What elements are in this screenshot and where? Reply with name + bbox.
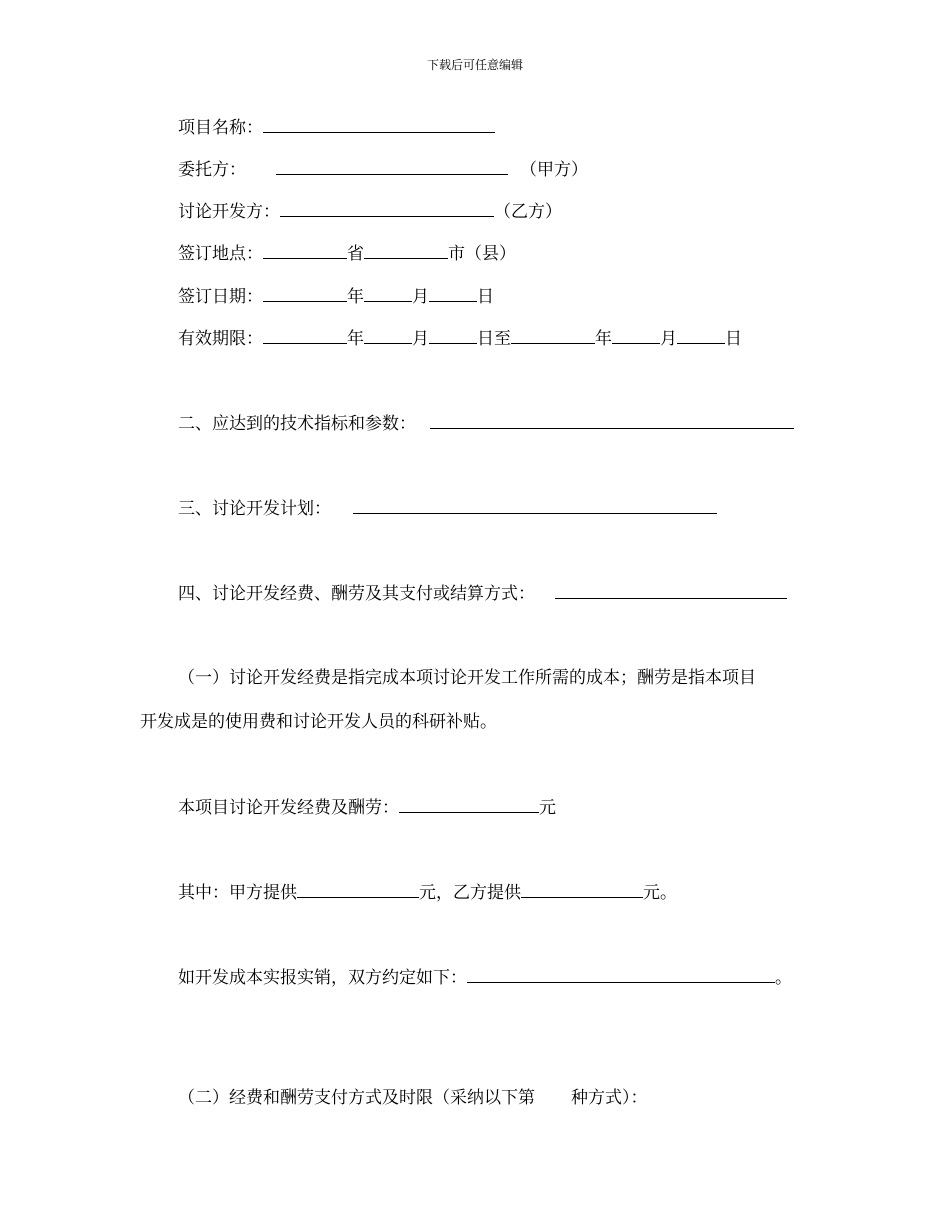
day-label: 日: [477, 287, 494, 307]
cost-label: 本项目讨论开发经费及酬劳：: [178, 798, 399, 818]
validity-row: [178, 327, 742, 350]
party-b-amount-blank[interactable]: [521, 881, 643, 898]
developer-blank[interactable]: [280, 200, 494, 217]
paragraph-2-end: 种方式）：: [571, 1088, 648, 1108]
sign-year-blank[interactable]: [263, 285, 347, 302]
validity-label: 有效期限：: [178, 329, 263, 349]
section-3: [178, 497, 717, 520]
project-name-row: [178, 116, 495, 139]
city-blank[interactable]: [364, 242, 448, 259]
actual-cost-row: [178, 966, 792, 989]
sign-month-blank[interactable]: [364, 285, 412, 302]
from-day-blank[interactable]: [429, 327, 477, 344]
yuan-label: 元: [539, 798, 556, 818]
cost-row: [178, 796, 556, 819]
month-label: 月: [412, 287, 429, 307]
sign-place-label: 签订地点：: [178, 244, 263, 264]
section-3-blank[interactable]: [353, 497, 717, 514]
among-row: [178, 881, 677, 904]
period-mark: 。: [775, 968, 792, 988]
paragraph-2-text: （二）经费和酬劳支付方式及时限（采纳以下第: [178, 1088, 535, 1108]
month-label: 月: [660, 329, 677, 349]
year-label: 年: [595, 329, 612, 349]
day-to-label: 日至: [477, 329, 511, 349]
year-label: 年: [347, 329, 364, 349]
among-label: 其中：甲方提供: [178, 883, 297, 903]
to-month-blank[interactable]: [612, 327, 660, 344]
yuan-comma-label: 元，乙方提供: [419, 883, 521, 903]
year-label: 年: [347, 287, 364, 307]
section-4-title: 四、讨论开发经费、酬劳及其支付或结算方式：: [178, 584, 535, 604]
sign-day-blank[interactable]: [429, 285, 477, 302]
yuan-end-label: 元。: [643, 883, 677, 903]
section-2: [178, 412, 794, 435]
actual-cost-blank[interactable]: [467, 966, 775, 983]
client-label: 委托方：: [178, 160, 246, 180]
project-name-label: 项目名称：: [178, 118, 263, 138]
section-4-blank[interactable]: [555, 582, 787, 599]
paragraph-1-line-2: 开发成是的使用费和讨论开发人员的科研补贴。: [140, 712, 497, 732]
project-name-blank[interactable]: [263, 116, 495, 133]
paragraph-2: [178, 1087, 648, 1109]
paragraph-1-line-1: （一）讨论开发经费是指完成本项讨论开发工作所需的成本；酬劳是指本项目: [178, 668, 756, 688]
developer-label: 讨论开发方：: [178, 202, 280, 222]
actual-cost-label: 如开发成本实报实销，双方约定如下：: [178, 968, 467, 988]
party-a-amount-blank[interactable]: [297, 881, 419, 898]
section-2-title: 二、应达到的技术指标和参数：: [178, 414, 416, 434]
to-day-blank[interactable]: [677, 327, 725, 344]
city-label: 市（县）: [448, 244, 516, 264]
cost-blank[interactable]: [399, 796, 539, 813]
province-label: 省: [347, 244, 364, 264]
section-2-blank[interactable]: [430, 412, 794, 429]
from-month-blank[interactable]: [364, 327, 412, 344]
province-blank[interactable]: [263, 242, 347, 259]
sign-date-row: [178, 285, 494, 308]
month-label: 月: [412, 329, 429, 349]
party-b-label: （乙方）: [494, 202, 562, 222]
page-header: 下载后可任意编辑: [426, 58, 523, 72]
party-a-label: （甲方）: [520, 160, 588, 180]
sign-date-label: 签订日期：: [178, 287, 263, 307]
client-row: [178, 158, 588, 181]
to-year-blank[interactable]: [511, 327, 595, 344]
client-blank[interactable]: [276, 158, 508, 175]
section-4: [178, 582, 787, 605]
sign-place-row: [178, 242, 516, 265]
developer-row: [178, 200, 562, 223]
section-3-title: 三、讨论开发计划：: [178, 499, 331, 519]
from-year-blank[interactable]: [263, 327, 347, 344]
day-label: 日: [725, 329, 742, 349]
